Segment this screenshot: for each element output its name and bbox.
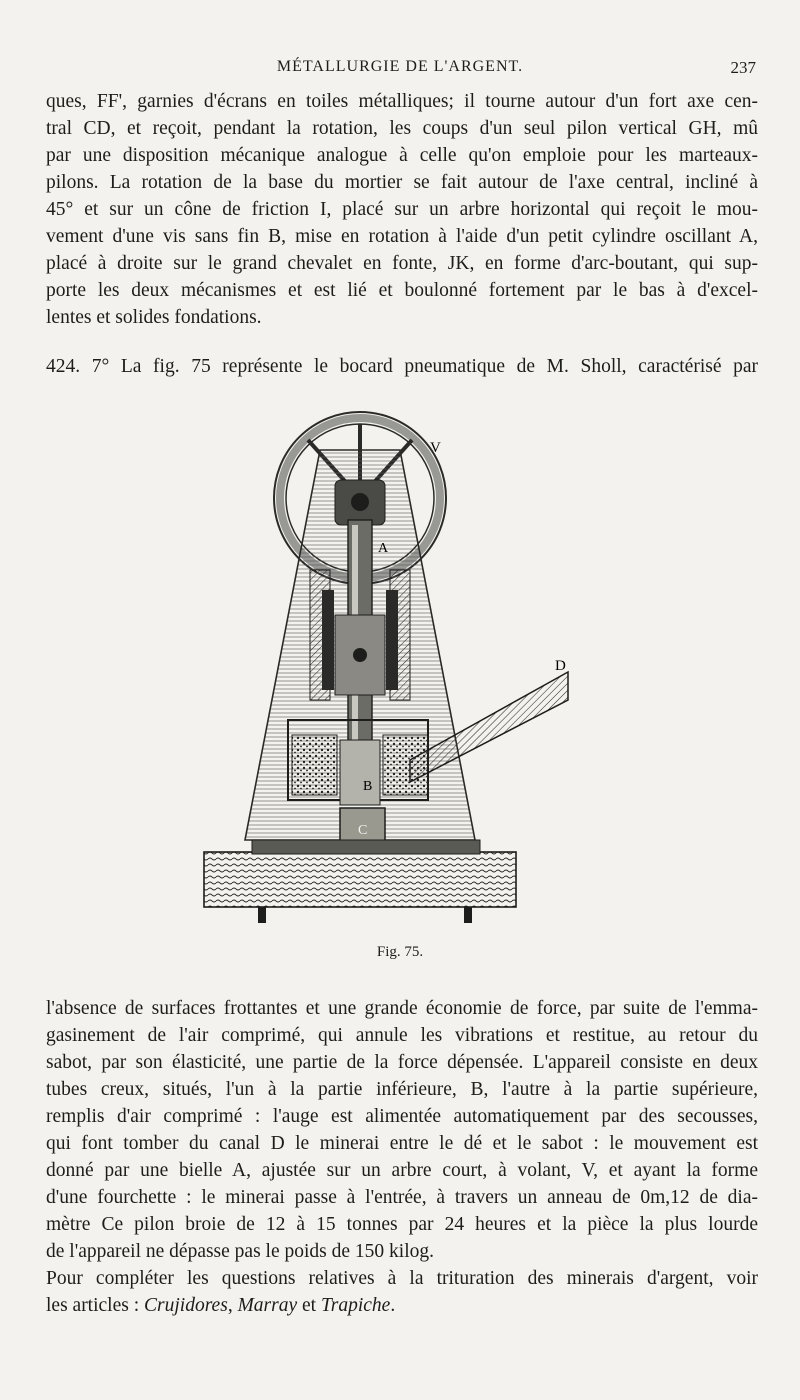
label-b: B <box>363 779 373 794</box>
text-line: gasinement de l'air comprimé, qui annule les vibrations et restitue, au retour du <box>46 1025 758 1046</box>
reference-crujidores: Crujidores <box>144 1295 228 1316</box>
label-a: A <box>378 541 389 556</box>
text-line: Pour compléter les questions relatives à la trituration des minerais d'argent, voir <box>46 1268 758 1289</box>
references-end: . <box>390 1295 396 1316</box>
text-line: porte les deux mécanismes et est lié et boulonné fortement par le bas à d'excel- <box>46 280 758 301</box>
references-separator: , <box>227 1295 238 1316</box>
label-d: D <box>555 658 566 674</box>
text-line: placé à droite sur le grand chevalet en fonte, JK, en forme d'arc-boutant, qui sup- <box>46 253 758 274</box>
paragraph-1 <box>46 88 758 331</box>
text-line: d'une fourchette : le minerai passe à l'entrée, à travers un anneau de 0m,12 de dia- <box>46 1187 758 1208</box>
text-line: qui font tomber du canal D le minerai entre le dé et le sabot : le mouvement est <box>46 1133 758 1154</box>
figure-caption: Fig. 75. <box>376 944 424 960</box>
text-line: par une disposition mécanique analogue à celle qu'on emploie pour les marteaux- <box>46 145 758 166</box>
text-line: mètre Ce pilon broie de 12 à 15 tonnes par 24 heures et la pièce la plus lourde <box>46 1214 758 1235</box>
references-prefix: les articles : <box>46 1295 145 1316</box>
text-line: tral CD, et reçoit, pendant la rotation, les coups d'un seul pilon vertical GH, mû <box>46 118 758 139</box>
text-line: sabot, par son élasticité, une partie de la force dépensée. L'appareil consiste en deux <box>46 1052 758 1073</box>
text-line: 45° et sur un cône de friction I, placé sur un arbre horizontal qui reçoit le mou- <box>46 199 758 220</box>
label-c: C <box>358 823 368 838</box>
text-line: tubes creux, situés, l'un à la partie inférieure, B, l'autre à la partie supérieure, <box>46 1079 758 1100</box>
text-line: ques, FF', garnies d'écrans en toiles métalliques; il tourne autour d'un fort axe cen- <box>46 91 758 112</box>
paragraph-2 <box>46 353 758 380</box>
reference-trapiche: Trapiche <box>320 1295 391 1316</box>
text-line: lentes et solides fondations. <box>46 307 262 328</box>
label-v: V <box>430 440 441 456</box>
text-line: donné par une bielle A, ajustée sur un arbre court, à volant, V, et ayant la forme <box>46 1160 758 1181</box>
page-number: 237 <box>730 58 756 77</box>
page-header <box>44 58 756 82</box>
figure-75-illustration <box>200 400 580 935</box>
pneumatic-stamp-drawing <box>200 400 580 935</box>
text-line: l'absence de surfaces frottantes et une grande économie de force, par suite de l'emma- <box>46 998 758 1019</box>
references-separator: et <box>297 1295 321 1316</box>
text-line: de l'appareil ne dépasse pas le poids de 150 kilog. <box>46 1241 434 1262</box>
paragraph-3 <box>46 995 758 1265</box>
paragraph-4 <box>46 1265 758 1319</box>
reference-marray: Marray <box>237 1295 298 1316</box>
running-title: MÉTALLURGIE DE L'ARGENT. <box>276 58 524 75</box>
text-line: vement d'une vis sans fin B, mise en rotation à l'aide d'un petit cylindre oscillant A, <box>46 226 758 247</box>
text-line-references <box>46 1292 758 1319</box>
text-line: remplis d'air comprimé : l'auge est alimentée automatiquement par des secousses, <box>46 1106 758 1127</box>
text-line: pilons. La rotation de la base du mortier se fait autour de l'axe central, incliné à <box>46 172 758 193</box>
text-line: 424. 7° La fig. 75 représente le bocard pneumatique de M. Sholl, caractérisé par <box>46 356 758 377</box>
